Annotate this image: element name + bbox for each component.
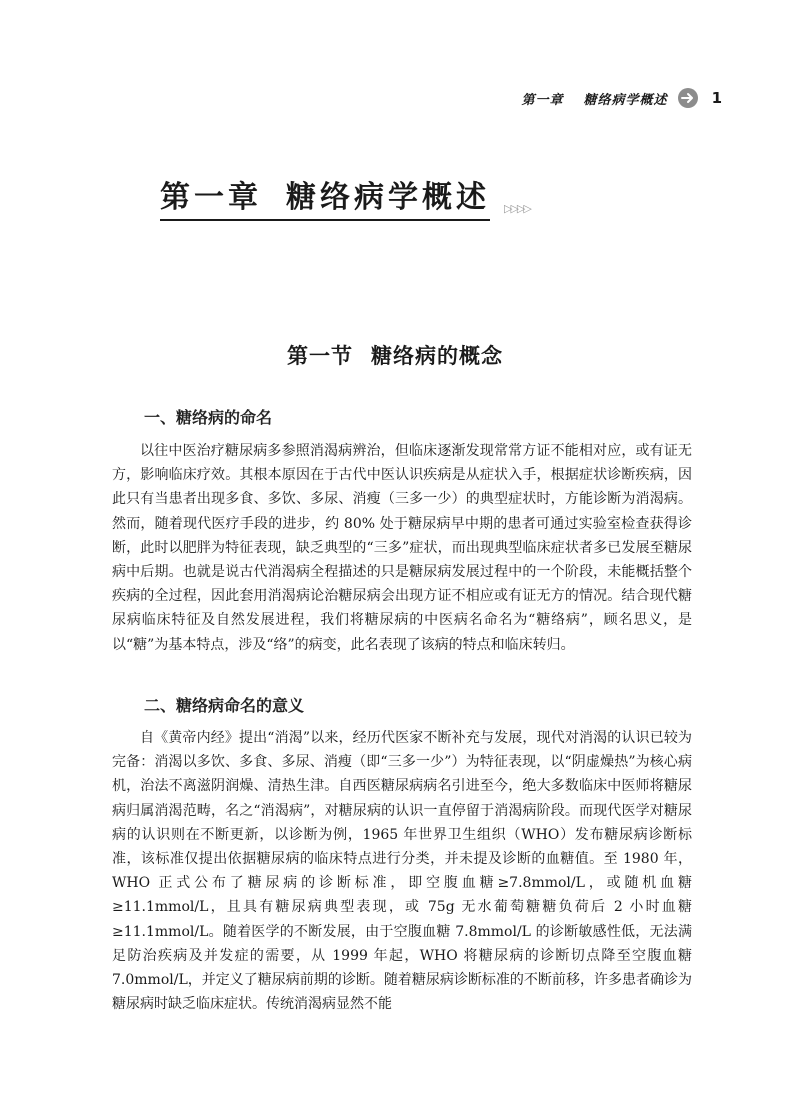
paragraph-significance: 自《黄帝内经》提出“消渴”以来，经历代医家不断补充与发展，现代对消渴的认识已较为完备：消渴以多饮、多食、多尿、消瘦（即“三多一少”）为特征表现，以“阴虚燥热”为核心病机，治法不离滋阴润燥、清热生津。自西医糖尿病病名引进至今，绝大多数临床中医师将糖尿病归属消渴范畴，名之“消渴病”，对糖尿病的认识一直停留于消渴病阶段。而现代医学对糖尿病的认识则在不断更新，以诊断为例，1965 年世界卫生组织（WHO）发布糖尿病诊断标准，该标准仅提出依据糖尿病的临床特点进行分类，并未提及诊断的血糖值。至 1980 年，WHO 正式公布了糖尿病的诊断标准，即空腹血糖≥7.8mmol/L，或随机血糖≥11.1mmol/L，且具有糖尿病典型表现，或 75g 无水葡萄糖糖负荷后 2 小时血糖≥11.1mmol/L。随着医学的不断发展，由于空腹血糖 7.8mmol/L 的诊断敏感性低，无法满足防治疾病及并发症的需要，从 1999 年起，WHO 将糖尿病的诊断切点降至空腹血糖 7.0mmol/L，并定义了糖尿病前期的诊断。随着糖尿病诊断标准的不断前移，许多患者确诊为糖尿病时缺乏临床症状。传统消渴病显然不能 (112, 730, 692, 1013)
section-number: 第一节 (287, 343, 353, 368)
arrow-right-icon (678, 88, 698, 108)
running-header-title: 糖络病学概述 (583, 92, 668, 108)
section-name: 糖络病的概念 (371, 343, 503, 368)
chapter-name: 糖络病学概述 (286, 180, 490, 215)
running-header-chapter: 第一章 (521, 92, 564, 108)
running-header (522, 88, 722, 108)
page-number: 1 (711, 89, 722, 107)
chapter-title (160, 172, 530, 221)
chapter-number: 第一章 (160, 180, 262, 215)
chapter-title-text (160, 172, 490, 221)
heading-significance: 二、糖络病命名的意义 (144, 696, 305, 715)
paragraph-naming: 以往中医治疗糖尿病多参照消渴病辨治，但临床逐渐发现常常方证不能相对应，或有证无方，影响临床疗效。其根本原因在于古代中医认识疾病是从症状入手，根据症状诊断疾病，因此只有当患者出现多食、多饮、多尿、消瘦（三多一少）的典型症状时，方能诊断为消渴病。然而，随着现代医疗手段的进步，约 80% 处于糖尿病早中期的患者可通过实验室检查获得诊断，此时以肥胖为特征表现，缺乏典型的“三多”症状，而出现典型临床症状者多已发展至糖尿病中后期。也就是说古代消渴病全程描述的只是糖尿病发展过程中的一个阶段，未能概括整个疾病的全过程，因此套用消渴病论治糖尿病会出现方证不相应或有证无方的情况。结合现代糖尿病临床特征及自然发展进程，我们将糖尿病的中医病名命名为“糖络病”，顾名思义，是以“糖”为基本特点，涉及“络”的病变，此名表现了该病的特点和临床转归。 (112, 443, 692, 653)
heading-naming: 一、糖络病的命名 (144, 408, 273, 427)
section-title (0, 340, 790, 370)
chevrons-right-icon: ▷▷▷▷ (504, 202, 530, 215)
